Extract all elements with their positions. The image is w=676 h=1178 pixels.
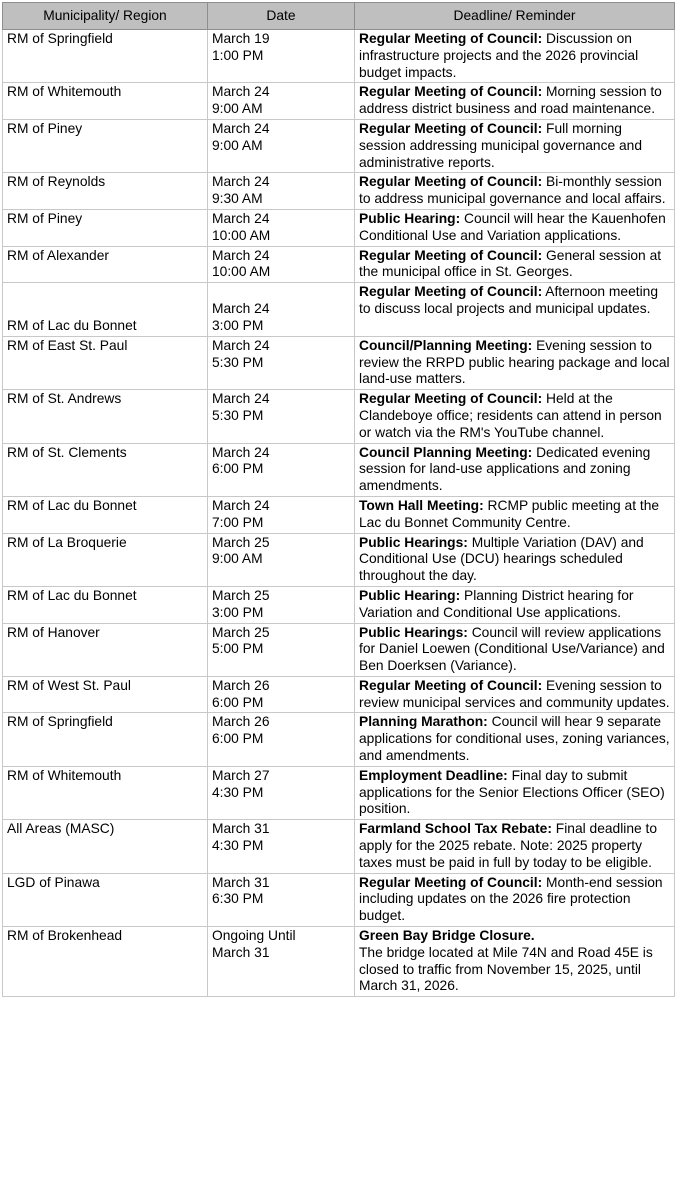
event-type: Public Hearing:	[359, 587, 461, 603]
event-description: Morning session to address district business and road maintenance.	[359, 84, 662, 117]
event-description: Council will hear 9 separate applications for conditional uses, zoning variances, and amendments.	[359, 714, 670, 764]
event-description: Final day to submit applications for the Senior Elections Officer (SEO) position.	[359, 767, 665, 817]
table-row	[3, 927, 675, 997]
date-day: March 26	[212, 714, 270, 730]
date-day: March 24	[212, 120, 270, 136]
table-row	[3, 119, 675, 172]
schedule-body	[3, 30, 675, 997]
event-description: RCMP public meeting at the Lac du Bonnet Community Centre.	[359, 497, 660, 530]
date-time: 10:00 AM	[212, 227, 271, 243]
deadline-cell	[355, 209, 675, 246]
date-day: March 24	[212, 84, 270, 100]
deadline-cell	[355, 246, 675, 283]
date-day: March 25	[212, 624, 270, 640]
event-type: Public Hearings:	[359, 624, 468, 640]
region-cell: RM of Lac du Bonnet	[3, 283, 208, 337]
date-day: March 26	[212, 677, 270, 693]
date-time: 5:30 PM	[212, 407, 264, 423]
date-day: March 25	[212, 534, 270, 550]
date-time: 6:00 PM	[212, 731, 264, 747]
deadline-cell	[355, 173, 675, 210]
event-type: Public Hearings:	[359, 534, 468, 550]
event-description: Council will hear the Kauenhofen Conditional Use and Variation applications.	[359, 210, 666, 243]
region-cell: RM of Reynolds	[3, 173, 208, 210]
region-cell: RM of St. Clements	[3, 443, 208, 496]
date-time: 10:00 AM	[212, 264, 271, 280]
event-description: The bridge located at Mile 74N and Road 45E is closed to traffic from November 15, 2025, until March 31, 2026.	[359, 944, 653, 994]
event-type: Regular Meeting of Council:	[359, 284, 543, 300]
header-region: Municipality/ Region	[3, 3, 208, 30]
event-type: Green Bay Bridge Closure.	[359, 928, 535, 944]
region-cell: RM of Springfield	[3, 30, 208, 83]
date-day: March 31	[212, 821, 270, 837]
event-type: Regular Meeting of Council:	[359, 247, 543, 263]
deadline-cell	[355, 533, 675, 586]
table-row	[3, 30, 675, 83]
date-cell	[208, 927, 355, 997]
table-row	[3, 676, 675, 713]
date-time: 6:00 PM	[212, 461, 264, 477]
table-row	[3, 246, 675, 283]
deadline-cell	[355, 927, 675, 997]
region-cell: RM of St. Andrews	[3, 390, 208, 443]
date-time: 3:00 PM	[212, 317, 264, 333]
date-day: March 19	[212, 31, 270, 46]
date-day: March 24	[212, 391, 270, 407]
event-description: Bi-monthly session to address municipal governance and local affairs.	[359, 174, 666, 207]
date-day: March 24	[212, 301, 270, 317]
date-cell	[208, 676, 355, 713]
date-time: 6:00 PM	[212, 694, 264, 710]
table-row	[3, 623, 675, 676]
deadline-cell	[355, 623, 675, 676]
table-row	[3, 209, 675, 246]
date-time: 3:00 PM	[212, 604, 264, 620]
event-description: Council will review applications for Daniel Loewen (Conditional Use/Variance) and Ben Doerksen (Variance).	[359, 624, 665, 674]
event-description: Dedicated evening session for land-use applications and zoning amendments.	[359, 444, 651, 494]
event-description: Afternoon meeting to discuss local projects and municipal updates.	[359, 284, 659, 316]
event-type: Planning Marathon:	[359, 714, 488, 730]
event-type: Regular Meeting of Council:	[359, 31, 543, 46]
event-type: Council Planning Meeting:	[359, 444, 533, 460]
deadline-cell	[355, 443, 675, 496]
table-row	[3, 533, 675, 586]
header-deadline: Deadline/ Reminder	[355, 3, 675, 30]
date-cell	[208, 30, 355, 83]
region-cell: RM of Whitemouth	[3, 766, 208, 819]
event-description: Held at the Clandeboye office; residents can attend in person or watch via the RM's YouTube channel.	[359, 391, 662, 440]
date-time: 4:30 PM	[212, 838, 264, 854]
deadline-cell	[355, 119, 675, 172]
table-row	[3, 283, 675, 337]
event-type: Employment Deadline:	[359, 767, 508, 783]
date-cell	[208, 173, 355, 210]
table-row	[3, 496, 675, 533]
date-time: 9:30 AM	[212, 191, 263, 207]
event-description: Final deadline to apply for the 2025 rebate. Note: 2025 property taxes must be paid in full by today to be eligible.	[359, 821, 658, 870]
table-row	[3, 390, 675, 443]
deadline-cell	[355, 676, 675, 713]
event-description: Discussion on infrastructure projects and the 2026 provincial budget impacts.	[359, 31, 639, 80]
date-time: 9:00 AM	[212, 101, 263, 117]
event-type: Farmland School Tax Rebate:	[359, 821, 552, 837]
region-cell: RM of Alexander	[3, 246, 208, 283]
table-row	[3, 443, 675, 496]
deadline-cell	[355, 820, 675, 873]
event-type: Regular Meeting of Council:	[359, 874, 543, 890]
event-description: Month-end session including updates on the 2026 fire protection budget.	[359, 874, 663, 924]
deadline-cell	[355, 390, 675, 443]
event-description: Multiple Variation (DAV) and Conditional Use (DCU) hearings scheduled throughout the day.	[359, 534, 644, 584]
deadline-cell	[355, 873, 675, 926]
date-time: 9:00 AM	[212, 137, 263, 153]
date-time: March 31	[212, 944, 270, 960]
date-time: 6:30 PM	[212, 891, 264, 907]
region-cell: RM of Hanover	[3, 623, 208, 676]
deadline-cell	[355, 766, 675, 819]
deadline-cell	[355, 30, 675, 83]
table-row	[3, 766, 675, 819]
region-cell: RM of West St. Paul	[3, 676, 208, 713]
date-cell	[208, 533, 355, 586]
date-day: March 24	[212, 210, 270, 226]
region-cell: RM of East St. Paul	[3, 336, 208, 389]
date-cell	[208, 623, 355, 676]
event-description: Evening session to review municipal services and community updates.	[359, 677, 670, 710]
date-day: Ongoing Until	[212, 928, 296, 944]
event-description: Planning District hearing for Variation and Conditional Use applications.	[359, 587, 634, 620]
event-type: Council/Planning Meeting:	[359, 337, 533, 353]
deadline-cell	[355, 496, 675, 533]
date-cell	[208, 336, 355, 389]
table-row	[3, 336, 675, 389]
date-cell	[208, 820, 355, 873]
date-cell	[208, 83, 355, 120]
date-cell	[208, 873, 355, 926]
date-day: March 27	[212, 767, 270, 783]
event-type: Regular Meeting of Council:	[359, 84, 543, 100]
date-day: March 24	[212, 174, 270, 190]
event-description: Evening session to review the RRPD public hearing package and local land-use matters.	[359, 337, 670, 387]
event-description: Full morning session addressing municipal governance and administrative reports.	[359, 120, 643, 170]
region-cell: RM of Springfield	[3, 713, 208, 766]
date-time: 4:30 PM	[212, 784, 264, 800]
date-cell	[208, 390, 355, 443]
event-type: Regular Meeting of Council:	[359, 677, 543, 693]
event-type: Regular Meeting of Council:	[359, 391, 543, 407]
header-row	[3, 3, 675, 30]
table-row	[3, 873, 675, 926]
region-cell: RM of Lac du Bonnet	[3, 586, 208, 623]
date-cell	[208, 496, 355, 533]
date-cell	[208, 586, 355, 623]
region-cell: RM of Lac du Bonnet	[3, 496, 208, 533]
deadline-cell	[355, 83, 675, 120]
event-type: Public Hearing:	[359, 210, 461, 226]
date-day: March 31	[212, 874, 270, 890]
date-day: March 24	[212, 337, 270, 353]
table-row	[3, 820, 675, 873]
region-cell: All Areas (MASC)	[3, 820, 208, 873]
event-type: Town Hall Meeting:	[359, 497, 484, 513]
deadline-cell	[355, 713, 675, 766]
date-cell	[208, 209, 355, 246]
date-cell	[208, 119, 355, 172]
region-cell: RM of Piney	[3, 119, 208, 172]
date-day: March 24	[212, 247, 270, 263]
schedule-table	[2, 2, 675, 997]
date-time: 9:00 AM	[212, 551, 263, 567]
region-cell: LGD of Pinawa	[3, 873, 208, 926]
table-row	[3, 173, 675, 210]
date-time: 5:30 PM	[212, 354, 264, 370]
region-cell: RM of La Broquerie	[3, 533, 208, 586]
event-description: General session at the municipal office in St. Georges.	[359, 247, 662, 280]
date-day: March 24	[212, 497, 270, 513]
date-time: 5:00 PM	[212, 641, 264, 657]
date-cell	[208, 443, 355, 496]
deadline-cell	[355, 283, 675, 337]
date-cell	[208, 283, 355, 337]
date-day: March 24	[212, 444, 270, 460]
table-row	[3, 586, 675, 623]
date-time: 7:00 PM	[212, 514, 264, 530]
region-cell: RM of Brokenhead	[3, 927, 208, 997]
date-cell	[208, 246, 355, 283]
table-row	[3, 83, 675, 120]
deadline-cell	[355, 586, 675, 623]
date-cell	[208, 766, 355, 819]
region-cell: RM of Whitemouth	[3, 83, 208, 120]
date-day: March 25	[212, 587, 270, 603]
deadline-cell	[355, 336, 675, 389]
table-row	[3, 713, 675, 766]
event-type: Regular Meeting of Council:	[359, 120, 543, 136]
date-time: 1:00 PM	[212, 47, 264, 63]
region-cell: RM of Piney	[3, 209, 208, 246]
date-cell	[208, 713, 355, 766]
event-type: Regular Meeting of Council:	[359, 174, 543, 190]
header-date: Date	[208, 3, 355, 30]
